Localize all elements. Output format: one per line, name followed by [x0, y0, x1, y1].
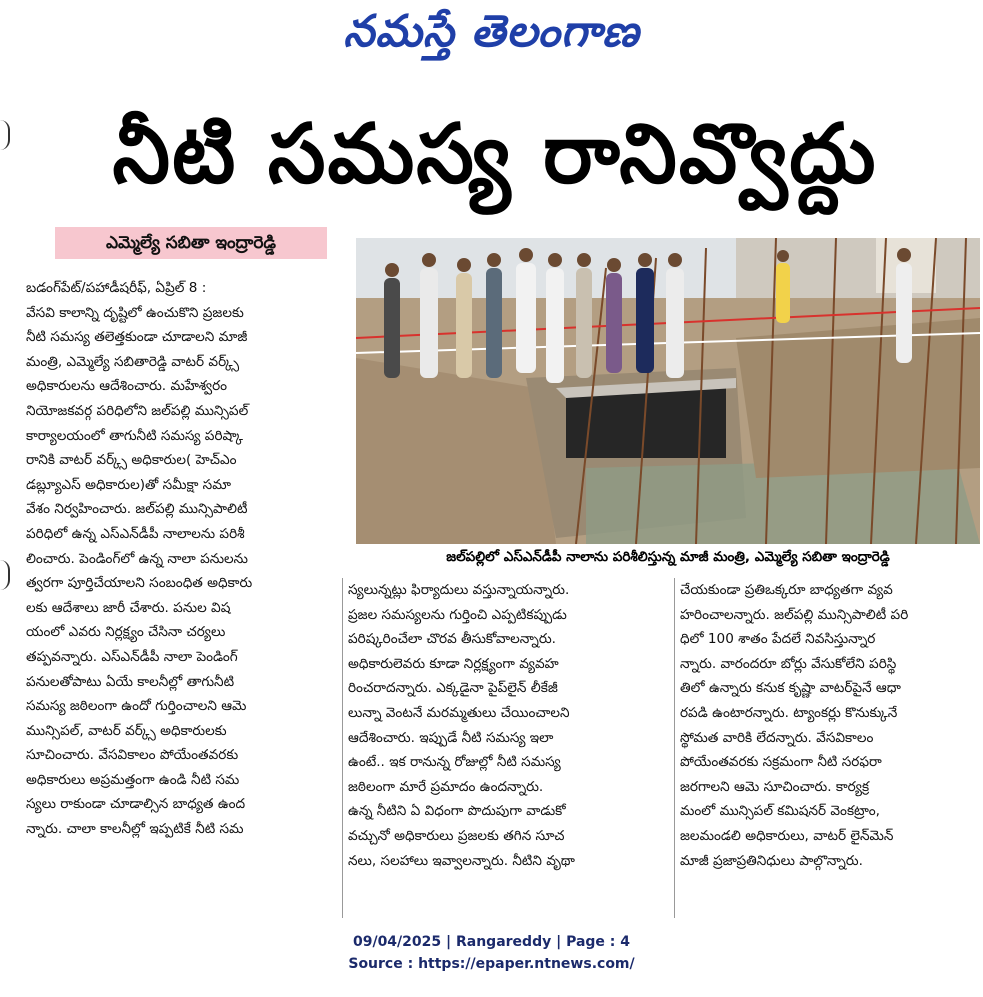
article-column-3	[680, 578, 976, 873]
article-line: సమస్య జఠిలంగా ఉందో గుర్తించాలని ఆమె	[26, 698, 247, 715]
article-line: జలమండలి అధికారులు, వాటర్ లైన్‌మెన్	[680, 827, 894, 844]
article-line: జఠిలంగా మారే ప్రమాదం ఉందన్నారు.	[348, 778, 544, 795]
article-line: నలు, సలహాలు ఇవ్వాలన్నారు. నీటిని వృథా	[348, 852, 575, 869]
article-line: స్యలున్నట్లు ఫిర్యాదులు వస్తున్నాయన్నారు.	[348, 582, 570, 598]
article-line: వేసవి కాలాన్ని దృష్టిలో ఉంచుకొని ప్రజలకు	[26, 304, 244, 321]
article-line: ఉంటే.. ఇక రానున్న రోజుల్లో నీటి సమస్య	[348, 754, 561, 771]
article-line: లించారు. పెండింగ్‌లో ఉన్న నాలా పనులను	[26, 550, 248, 567]
article-line: సూచించారు. వేసవికాలం పోయేంతవరకు	[26, 747, 239, 764]
column-divider	[674, 578, 675, 918]
margin-bracket-mark	[0, 120, 10, 150]
photo-caption: జల్‌పల్లిలో ఎస్‌ఎన్‌డీపీ నాలాను పరిశీలిస్తున్న మాజీ మంత్రి, ఎమ్మెల్యే సబితా ఇంద్రారెడ్డి	[446, 549, 890, 565]
article-line: రించరాదన్నారు. ఎక్కడైనా పైప్‌లైన్ లీకేజీ	[348, 680, 558, 697]
article-line: అధికారులను ఆదేశించారు. మహేశ్వరం	[26, 378, 228, 395]
news-photo-illustration	[356, 238, 980, 544]
article-line: ఆదేశించారు. ఇప్పుడే నీటి సమస్య ఇలా	[348, 729, 554, 746]
article-line: హరించాలన్నారు. జల్‌పల్లి మున్సిపాలిటీ పరి	[680, 606, 909, 623]
article-line: నీటి సమస్య తలెత్తకుండా చూడాలని మాజీ	[26, 329, 248, 346]
article-line: రపడి ఉంటారన్నారు. ట్యాంకర్లు కొనుక్కునే	[680, 704, 898, 721]
article-line: త్వరగా పూర్తిచేయాలని సంబంధిత అధికారు	[26, 575, 253, 592]
article-line: అధికారులెవరు కూడా నిర్లక్ష్యంగా వ్యవహ	[348, 655, 559, 672]
article-line: డబ్ల్యూఎస్ అధికారుల)తో సమీక్షా సమా	[26, 476, 231, 493]
article-line: మంలో మున్సిపల్ కమిషనర్ వెంకట్రాం,	[680, 803, 880, 820]
article-line: మున్సిపల్, వాటర్ వర్క్స్ అధికారులకు	[26, 722, 227, 739]
footer-date-edition: 09/04/2025 | Rangareddy | Page : 4	[352, 934, 631, 950]
article-line: ప్రజల సమస్యలను గుర్తించి ఎప్పటికప్పుడు	[348, 606, 567, 623]
article-line: స్యలు రాకుండా చూడాల్సిన బాధ్యత ఉంద	[26, 796, 246, 813]
article-column-1	[26, 276, 336, 842]
article-headline: నీటి సమస్య రానివ్వొద్దు	[112, 107, 878, 202]
article-line: పరిధిలో ఉన్న ఎస్‌ఎన్‌డీపీ నాలాలను పరిశీ	[26, 525, 245, 542]
article-line: చేయకుండా ప్రతిఒక్కరూ బాధ్యతగా వ్యవ	[680, 582, 893, 598]
article-line: న్నారు. వారందరూ బోర్లు వేసుకోలేని పరిస్థి	[680, 655, 897, 672]
news-photo	[356, 238, 980, 544]
article-line: కార్యాలయంలో తాగునీటి సమస్య పరిష్కా	[26, 427, 243, 444]
article-line: అధికారులు అప్రమత్తంగా ఉండి నీటి సమ	[26, 771, 240, 788]
article-column-2	[348, 578, 668, 873]
article-line: పోయేంతవరకు సక్రమంగా నీటి సరఫరా	[680, 754, 882, 771]
footer-source-link[interactable]: Source : https://epaper.ntnews.com/	[348, 956, 635, 972]
article-line: లకు ఆదేశాలు జారీ చేశారు. పనుల విష	[26, 599, 231, 616]
article-line: పరిష్కరించేలా చొరవ తీసుకోవాలన్నారు.	[348, 631, 556, 648]
article-line: పనులతోపాటు ఏయే కాలనీల్లో తాగునీటి	[26, 673, 235, 690]
article-line: నియోజకవర్గ పరిధిలోని జల్‌పల్లి మున్సిపల్	[26, 402, 249, 419]
article-line: జరగాలని ఆమె సూచించారు. కార్యక్ర	[680, 778, 870, 795]
article-line: ఉన్న నీటిని ఏ విధంగా పొదుపుగా వాడుకో	[348, 803, 566, 820]
article-line: వేశం నిర్వహించారు. జల్‌పల్లి మున్సిపాలిటీ	[26, 501, 248, 518]
article-line: బడంగ్‌పేట్/పహాడీషరీఫ్, ఏప్రిల్ 8 :	[26, 280, 207, 296]
article-line: లున్నా వెంటనే మరమ్మతులు చేయించాలని	[348, 704, 570, 721]
article-byline: ఎమ్మెల్యే సబితా ఇంద్రారెడ్డి	[55, 227, 327, 259]
article-line: యంలో ఎవరు నిర్లక్ష్యం చేసినా చర్యలు	[26, 624, 226, 641]
article-line: మాజీ ప్రజాప్రతినిధులు పాల్గొన్నారు.	[680, 852, 863, 869]
article-line: తిలో ఉన్నారు కనుక కృష్ణా వాటర్‌పైనే ఆధా	[680, 680, 901, 697]
article-line: వచ్చునో అధికారులు ప్రజలకు తగిన సూచ	[348, 827, 565, 844]
article-line: మంత్రి, ఎమ్మెల్యే సబితారెడ్డి వాటర్ వర్క్స్	[26, 353, 240, 370]
column-divider	[342, 578, 343, 918]
article-line: న్నారు. చాలా కాలనీల్లో ఇప్పటికే నీటి సమ	[26, 821, 244, 838]
article-line: తప్పవన్నారు. ఎస్‌ఎన్‌డీపీ నాలా పెండింగ్	[26, 648, 238, 665]
article-line: ధిలో 100 శాతం పేదలే నివసిస్తున్నార	[680, 631, 876, 648]
margin-bracket-mark	[0, 560, 10, 590]
newspaper-masthead: నమస్తే తెలంగాణ	[343, 6, 640, 57]
article-line: రానికి వాటర్ వర్క్స్ అధికారుల( హెచ్‌ఎం	[26, 452, 237, 469]
article-line: స్థోమత వారికి లేదన్నారు. వేసవికాలం	[680, 729, 874, 746]
